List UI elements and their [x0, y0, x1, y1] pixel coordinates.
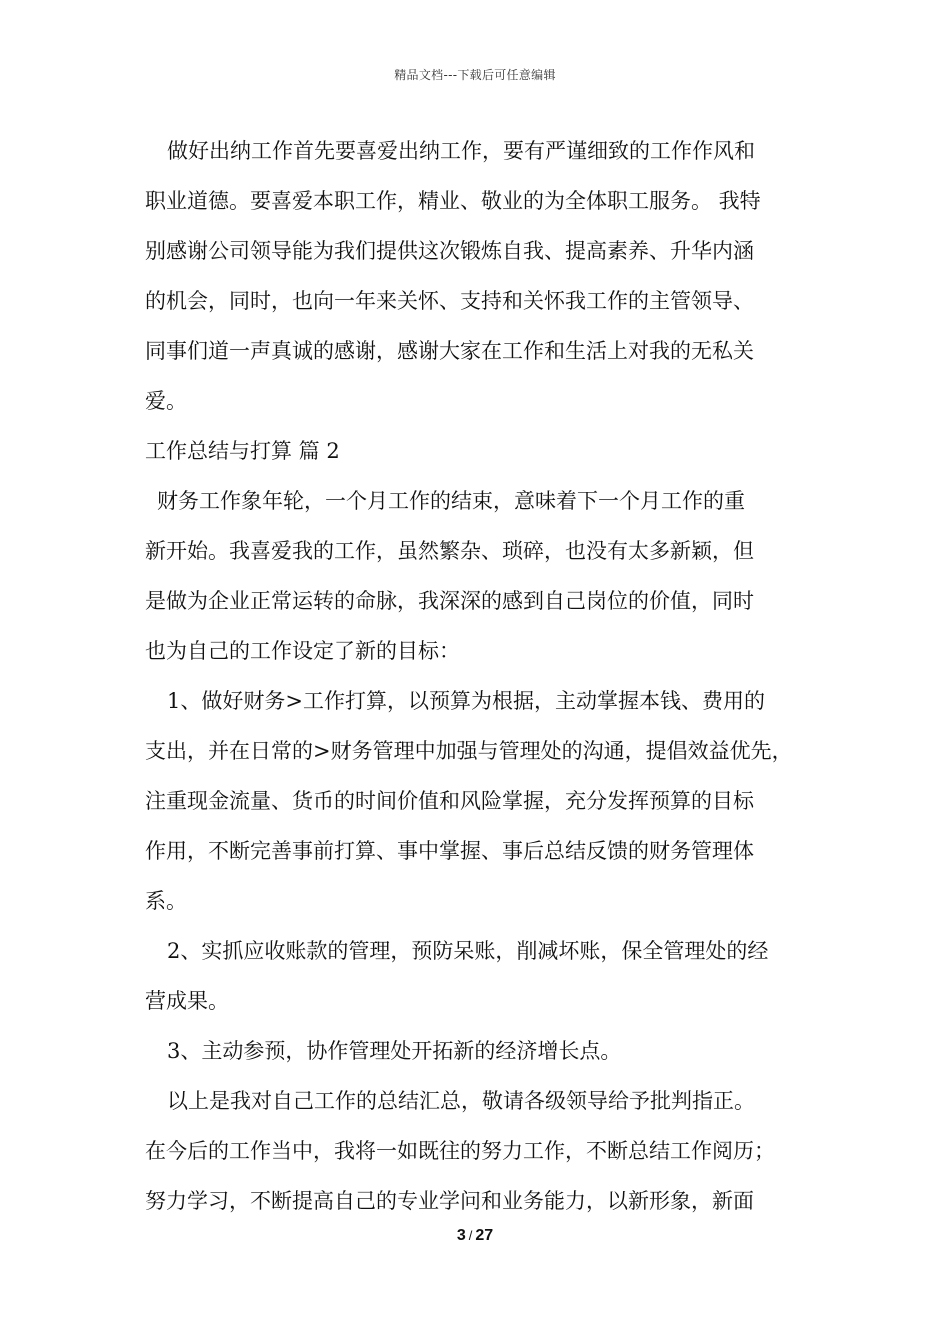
- paragraph-line: 新开始。我喜爱我的工作，虽然繁杂、琐碎，也没有太多新颖，但: [145, 539, 754, 563]
- list-item-line: 注重现金流量、货币的时间价值和风险掌握，充分发挥预算的目标: [145, 789, 754, 813]
- page-separator: /: [468, 1228, 473, 1243]
- page-number: [0, 1227, 950, 1245]
- list-item-line: 3、主动参预，协作管理处开拓新的经济增长点。: [167, 1039, 622, 1063]
- paragraph-line: 做好出纳工作首先要喜爱出纳工作，要有严谨细致的工作作风和: [167, 139, 755, 163]
- document-body: [145, 126, 815, 1226]
- paragraph-line: 的机会，同时，也向一年来关怀、支持和关怀我工作的主管领导、: [145, 289, 754, 313]
- paragraph-line: 爱。: [145, 389, 187, 413]
- paragraph-line: 努力学习，不断提高自己的专业学问和业务能力，以新形象，新面: [145, 1189, 754, 1213]
- paragraph-line: 也为自己的工作设定了新的目标：: [145, 639, 460, 663]
- current-page: 3: [456, 1227, 466, 1244]
- paragraph-line: 别感谢公司领导能为我们提供这次锻炼自我、提高素养、升华内涵: [145, 239, 754, 263]
- paragraph-line: 在今后的工作当中，我将一如既往的努力工作，不断总结工作阅历；: [145, 1139, 775, 1163]
- paragraph-line: 同事们道一声真诚的感谢，感谢大家在工作和生活上对我的无私关: [145, 339, 754, 363]
- list-item-line: 1、做好财务>工作打算，以预算为根据，主动掌握本钱、费用的: [167, 689, 765, 713]
- paragraph-line: 财务工作象年轮，一个月工作的结束，意味着下一个月工作的重: [157, 489, 745, 513]
- paragraph-line: 以上是我对自己工作的总结汇总，敬请各级领导给予批判指正。: [167, 1089, 755, 1113]
- section-heading: 工作总结与打算 篇 2: [145, 439, 340, 463]
- list-item-line: 系。: [145, 889, 187, 913]
- paragraph-line: 是做为企业正常运转的命脉，我深深的感到自己岗位的价值，同时: [145, 589, 754, 613]
- list-item-line: 2、实抓应收账款的管理，预防呆账，削减坏账，保全管理处的经: [167, 939, 769, 963]
- page-header: 精品文档---下载后可任意编辑: [394, 68, 556, 82]
- list-item-line: 营成果。: [145, 989, 229, 1013]
- list-item-line: 作用，不断完善事前打算、事中掌握、事后总结反馈的财务管理体: [145, 839, 754, 863]
- total-pages: 27: [475, 1227, 494, 1244]
- list-item-line: 支出，并在日常的>财务管理中加强与管理处的沟通，提倡效益优先，: [145, 739, 793, 763]
- paragraph-line: 职业道德。要喜爱本职工作，精业、敬业的为全体职工服务。 我特: [145, 189, 761, 213]
